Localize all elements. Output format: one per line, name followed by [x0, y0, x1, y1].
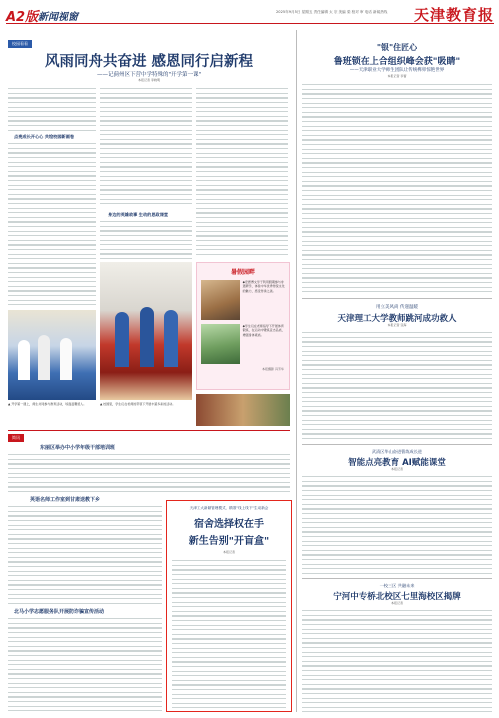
divider-2 — [302, 444, 492, 445]
brief-body-1 — [8, 452, 290, 492]
right-low-byline: 本报记者 — [390, 467, 403, 471]
right-mid-headline: 天津理工大学教师跳河成功救人 — [337, 314, 457, 324]
masthead: 天津教育报 — [413, 6, 494, 24]
article-col-2a — [100, 86, 192, 208]
section-title: 新闻视窗 — [38, 12, 78, 23]
column-divider — [296, 30, 297, 712]
brief-head-1: 东丽区举办中小学年级干部培训班 — [40, 445, 116, 451]
right-mid-byline: 本报记者 张海 — [387, 323, 407, 327]
right-article-1 — [302, 82, 492, 294]
right-low-headline: 智能点亮教育 AI赋能课堂 — [348, 458, 446, 468]
main-byline: 本报记者 李晓明 — [138, 78, 160, 82]
brief-body-2 — [8, 504, 162, 604]
highlight-headline-1: 宿舍选择权在手 — [194, 519, 264, 530]
brief-head-3: 北马小学志愿服务队开展防诈骗宣传活动 — [14, 609, 105, 615]
photo-students-3 — [196, 394, 290, 426]
divider-left — [8, 430, 290, 431]
article-col-1b — [8, 141, 96, 306]
right-article-2 — [302, 330, 492, 440]
right-bottom-headline: 宁河中专桥北校区七里海校区揭牌 — [333, 592, 461, 602]
article-col-2b — [100, 219, 192, 259]
main-subhead: ——记蓟州区下营中学特殊的"开学第一课" — [96, 72, 202, 78]
brief-tag: 简讯 — [8, 434, 24, 442]
page-header — [6, 4, 494, 24]
highlight-intro: 天津工大新颖管理模式，精准"线上线下"生动新会 — [189, 506, 269, 510]
photo-students-1 — [8, 310, 96, 400]
right-article-4 — [302, 608, 492, 712]
section-head-2: 身边的英雄故事 生动的思政课堂 — [108, 212, 169, 217]
right-mid-subhead: 用立美风尚 传递温暖 — [376, 305, 418, 310]
main-headline: 风雨同舟共奋进 感恩同行启新程 — [44, 54, 254, 70]
right-subhead: ——天津职业大学师生团队让传统榫卯惊艳世界 — [349, 68, 445, 73]
highlight-byline: 本报记者 — [222, 550, 235, 554]
right-low-sub: 武清区华山奋进曹练成长进 — [371, 449, 423, 454]
photo-caption-2: ▲ 校园里，学生们在老师的带领下开展丰富多彩的活动。 — [100, 402, 176, 406]
highlight-body — [172, 558, 286, 708]
sidebar-photo-1 — [201, 280, 240, 320]
sidebar-byline: 本报摄影 冯芳华 — [262, 367, 284, 371]
photo-students-2 — [100, 262, 192, 400]
sidebar-photo-2 — [201, 324, 240, 364]
right-headline-2: 鲁班锁在上合组织峰会获"吸睛" — [333, 57, 461, 67]
right-bottom-byline: 本报记者 — [390, 601, 403, 605]
brief-head-2: 英语名师工作室到甘肃送教下乡 — [30, 497, 101, 503]
right-bottom-sub: 一校三区 共融未来 — [379, 583, 415, 588]
highlighted-article[interactable] — [166, 500, 292, 712]
highlight-headline-2: 新生告别"开盲盒" — [188, 536, 270, 547]
article-col-1a — [8, 86, 96, 132]
section-tag: 校园看看 — [8, 40, 32, 48]
divider-1 — [302, 298, 492, 299]
sidebar-para-2: ◆学生们在老师指导下开展体育锻炼，在运动中锤炼意志品质，增强身体素质。 — [242, 324, 285, 337]
right-article-3 — [302, 474, 492, 574]
edition-info: 2025年9月5日 星期五 责任编辑 太 宗 美编 梁 校对 审 电话 新闻热线 — [276, 10, 388, 14]
right-headline-1: "银"住匠心 — [376, 43, 418, 52]
brief-body-3 — [8, 616, 162, 712]
divider-3 — [302, 578, 492, 579]
page-number: A2版 — [6, 10, 39, 25]
article-col-3 — [196, 86, 288, 258]
section-head-1: 点亮成长开心心 共绘校园新画卷 — [14, 134, 75, 139]
photo-caption-1: ▲ 开学第一课上，师生共同参与教育活动，场面温馨感人。 — [8, 402, 87, 406]
sidebar-para-1: ◆宏德博文学子利用假期参与非遗研学，体验中华优秀传统文化的魅力，感受传承之美。 — [242, 280, 285, 293]
right-byline: 本报记者 李蕾 — [387, 74, 407, 78]
sidebar-box — [196, 262, 290, 390]
sidebar-title: 暑假园畔 — [230, 269, 255, 276]
